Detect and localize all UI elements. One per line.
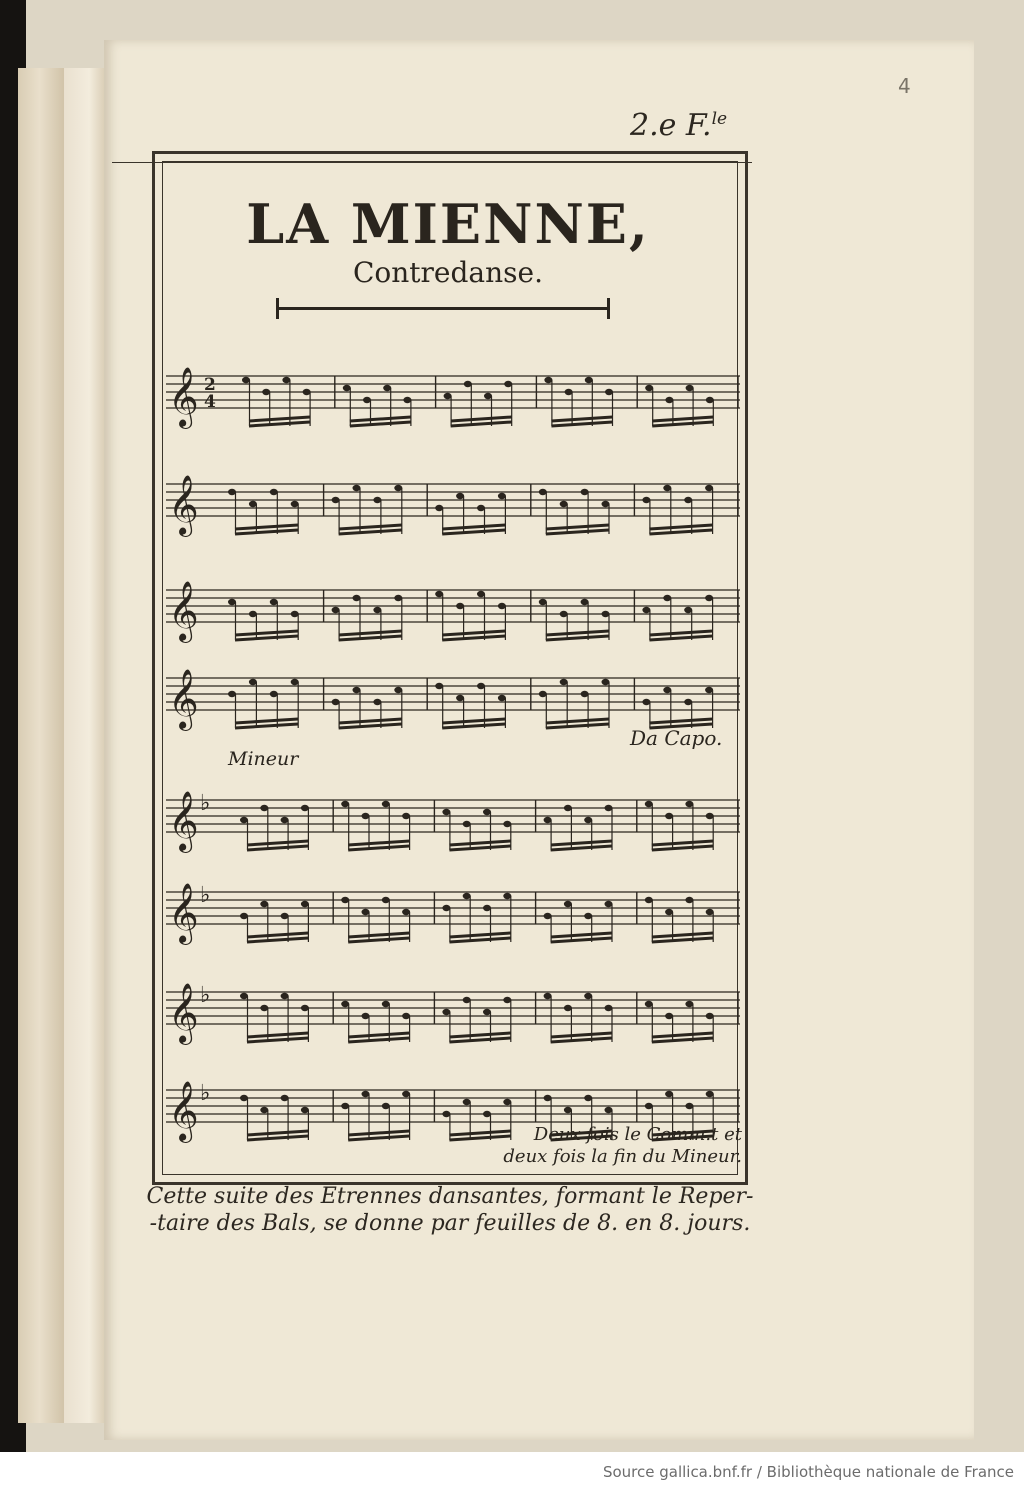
note-head bbox=[706, 1091, 714, 1097]
note-head bbox=[685, 1001, 693, 1007]
note-beam bbox=[348, 938, 409, 942]
note-head bbox=[663, 687, 671, 693]
note-beam bbox=[247, 841, 308, 845]
note-beam bbox=[247, 933, 308, 937]
note-head bbox=[456, 493, 464, 499]
note-head bbox=[270, 691, 278, 697]
note-head bbox=[477, 505, 485, 511]
note-head bbox=[645, 385, 653, 391]
sheet-mark: 2.e F.$^{le}$ bbox=[630, 108, 728, 143]
note-head bbox=[665, 1013, 673, 1019]
note-head bbox=[343, 385, 351, 391]
note-beam bbox=[652, 938, 713, 942]
note-head bbox=[684, 699, 692, 705]
note-head bbox=[362, 1091, 370, 1097]
note-head bbox=[301, 805, 309, 811]
note-beam bbox=[235, 724, 298, 728]
note-head bbox=[581, 489, 589, 495]
note-head bbox=[353, 595, 361, 601]
note-head bbox=[463, 997, 471, 1003]
note-head bbox=[544, 1095, 552, 1101]
footer-line: -taire des Bals, se donne par feuilles de 8. en 8. jours. bbox=[149, 1211, 751, 1236]
note-beam bbox=[348, 1136, 409, 1140]
source-credit: Source gallica.bnf.fr / Bibliothèque nationale de France bbox=[602, 1463, 1014, 1481]
note-head bbox=[291, 501, 299, 507]
note-head bbox=[394, 687, 402, 693]
note-beam bbox=[348, 1038, 409, 1042]
note-beam bbox=[348, 1131, 409, 1135]
flat-icon: ♭ bbox=[200, 883, 211, 908]
note-beam bbox=[339, 525, 402, 529]
note-head bbox=[394, 595, 402, 601]
note-head bbox=[249, 501, 257, 507]
footer-line: Cette suite des Etrennes dansantes, formant le Reper- bbox=[146, 1184, 754, 1209]
note-head bbox=[442, 1111, 450, 1117]
treble-clef-icon: 𝄞 bbox=[168, 669, 199, 729]
note-head bbox=[456, 695, 464, 701]
note-beam bbox=[451, 422, 512, 426]
note-beam bbox=[247, 846, 308, 850]
note-head bbox=[564, 1107, 572, 1113]
note-head bbox=[504, 381, 512, 387]
note-head bbox=[463, 1099, 471, 1105]
note-head bbox=[382, 1103, 390, 1109]
note-head bbox=[240, 913, 248, 919]
note-head bbox=[281, 913, 289, 919]
note-head bbox=[706, 813, 714, 819]
note-head bbox=[362, 813, 370, 819]
note-head bbox=[544, 817, 552, 823]
note-beam bbox=[652, 933, 713, 937]
note-head bbox=[685, 1103, 693, 1109]
note-beam bbox=[348, 1033, 409, 1037]
note-beam bbox=[247, 1136, 308, 1140]
note-beam bbox=[442, 719, 505, 723]
note-head bbox=[228, 489, 236, 495]
treble-clef-icon: 𝄞 bbox=[168, 475, 199, 535]
note-head bbox=[503, 821, 511, 827]
note-head bbox=[281, 817, 289, 823]
da-capo-label: Da Capo. bbox=[630, 726, 723, 750]
note-beam bbox=[348, 846, 409, 850]
note-beam bbox=[652, 841, 713, 845]
note-head bbox=[442, 1009, 450, 1015]
note-head bbox=[642, 497, 650, 503]
note-beam bbox=[551, 846, 612, 850]
note-head bbox=[642, 607, 650, 613]
note-beam bbox=[451, 417, 512, 421]
note-beam bbox=[551, 1033, 612, 1037]
note-head bbox=[685, 801, 693, 807]
note-beam bbox=[442, 530, 505, 534]
note-head bbox=[581, 691, 589, 697]
note-head bbox=[240, 817, 248, 823]
note-head bbox=[645, 1103, 653, 1109]
note-head bbox=[706, 397, 714, 403]
time-signature: 4 bbox=[204, 392, 216, 412]
note-beam bbox=[652, 1033, 713, 1037]
treble-clef-icon: 𝄞 bbox=[168, 883, 199, 943]
note-beam bbox=[449, 1033, 510, 1037]
note-head bbox=[444, 393, 452, 399]
flat-icon: ♭ bbox=[200, 983, 211, 1008]
note-head bbox=[383, 385, 391, 391]
note-beam bbox=[235, 525, 298, 529]
note-head bbox=[605, 805, 613, 811]
note-head bbox=[705, 485, 713, 491]
piece-subtitle: Contredanse. bbox=[352, 256, 543, 289]
note-head bbox=[685, 897, 693, 903]
note-head bbox=[435, 683, 443, 689]
note-beam bbox=[348, 933, 409, 937]
note-head bbox=[498, 493, 506, 499]
note-head bbox=[539, 599, 547, 605]
note-beam bbox=[235, 719, 298, 723]
note-head bbox=[363, 397, 371, 403]
note-beam bbox=[546, 724, 609, 728]
note-head bbox=[665, 1091, 673, 1097]
note-beam bbox=[350, 422, 411, 426]
note-head bbox=[240, 993, 248, 999]
note-head bbox=[260, 1005, 268, 1011]
note-head bbox=[240, 1095, 248, 1101]
note-head bbox=[585, 377, 593, 383]
note-beam bbox=[449, 1038, 510, 1042]
note-head bbox=[332, 699, 340, 705]
note-beam bbox=[339, 724, 402, 728]
note-beam bbox=[339, 636, 402, 640]
note-head bbox=[249, 679, 257, 685]
music-staff bbox=[164, 776, 742, 866]
note-head bbox=[498, 603, 506, 609]
note-beam bbox=[652, 846, 713, 850]
note-head bbox=[402, 909, 410, 915]
note-head bbox=[605, 1107, 613, 1113]
note-head bbox=[706, 1013, 714, 1019]
title-rule bbox=[276, 307, 610, 310]
note-beam bbox=[449, 841, 510, 845]
note-head bbox=[645, 801, 653, 807]
note-head bbox=[403, 397, 411, 403]
note-head bbox=[544, 913, 552, 919]
note-beam bbox=[652, 1038, 713, 1042]
note-head bbox=[602, 501, 610, 507]
note-beam bbox=[247, 1033, 308, 1037]
note-head bbox=[341, 897, 349, 903]
note-head bbox=[463, 893, 471, 899]
note-head bbox=[645, 1001, 653, 1007]
music-staff bbox=[164, 868, 742, 958]
note-head bbox=[565, 389, 573, 395]
note-head bbox=[463, 821, 471, 827]
note-beam bbox=[546, 719, 609, 723]
note-head bbox=[584, 817, 592, 823]
music-staff bbox=[164, 968, 742, 1058]
note-head bbox=[282, 377, 290, 383]
note-head bbox=[663, 485, 671, 491]
note-beam bbox=[442, 724, 505, 728]
time-signature: 2 bbox=[204, 375, 216, 395]
note-head bbox=[477, 591, 485, 597]
music-staff bbox=[164, 566, 742, 656]
note-head bbox=[260, 805, 268, 811]
note-head bbox=[260, 1107, 268, 1113]
note-beam bbox=[247, 1038, 308, 1042]
note-head bbox=[564, 901, 572, 907]
repeat-instruction-line: Deux fois le Comm.t et bbox=[533, 1124, 742, 1145]
note-head bbox=[281, 993, 289, 999]
note-head bbox=[665, 813, 673, 819]
page-guard-strip bbox=[64, 68, 107, 1423]
note-beam bbox=[551, 417, 612, 421]
page-number: 4 bbox=[898, 74, 911, 98]
repeat-instruction-line: deux fois la fin du Mineur. bbox=[503, 1146, 742, 1167]
note-head bbox=[544, 993, 552, 999]
note-head bbox=[353, 687, 361, 693]
footer-note bbox=[130, 1183, 770, 1237]
facing-page-edge bbox=[18, 68, 68, 1423]
note-head bbox=[456, 603, 464, 609]
note-head bbox=[402, 1013, 410, 1019]
note-head bbox=[560, 611, 568, 617]
note-head bbox=[503, 893, 511, 899]
note-beam bbox=[339, 631, 402, 635]
note-head bbox=[706, 909, 714, 915]
note-head bbox=[584, 1095, 592, 1101]
note-head bbox=[332, 607, 340, 613]
treble-clef-icon: 𝄞 bbox=[168, 367, 199, 427]
note-head bbox=[602, 679, 610, 685]
note-head bbox=[584, 993, 592, 999]
note-beam bbox=[546, 631, 609, 635]
note-beam bbox=[546, 636, 609, 640]
note-beam bbox=[449, 846, 510, 850]
note-head bbox=[301, 1107, 309, 1113]
music-staff bbox=[164, 460, 742, 550]
note-head bbox=[503, 1099, 511, 1105]
note-head bbox=[503, 997, 511, 1003]
note-beam bbox=[649, 719, 712, 723]
music-staff bbox=[164, 352, 742, 442]
note-head bbox=[301, 1005, 309, 1011]
note-head bbox=[560, 501, 568, 507]
note-beam bbox=[652, 417, 713, 421]
note-head bbox=[484, 393, 492, 399]
flat-icon: ♭ bbox=[200, 791, 211, 816]
note-head bbox=[382, 1001, 390, 1007]
note-head bbox=[665, 909, 673, 915]
note-beam bbox=[551, 938, 612, 942]
note-head bbox=[464, 381, 472, 387]
note-head bbox=[605, 901, 613, 907]
note-head bbox=[581, 599, 589, 605]
repeat-instruction bbox=[402, 1124, 742, 1168]
note-head bbox=[477, 683, 485, 689]
note-beam bbox=[449, 938, 510, 942]
note-head bbox=[564, 1005, 572, 1011]
note-head bbox=[665, 397, 673, 403]
note-beam bbox=[649, 530, 712, 534]
note-head bbox=[483, 905, 491, 911]
note-head bbox=[605, 389, 613, 395]
note-beam bbox=[247, 938, 308, 942]
note-beam bbox=[652, 422, 713, 426]
note-beam bbox=[449, 933, 510, 937]
note-head bbox=[228, 599, 236, 605]
note-head bbox=[373, 699, 381, 705]
note-head bbox=[686, 385, 694, 391]
note-head bbox=[249, 611, 257, 617]
note-beam bbox=[339, 530, 402, 534]
note-head bbox=[242, 377, 250, 383]
note-head bbox=[228, 691, 236, 697]
note-head bbox=[705, 687, 713, 693]
note-head bbox=[564, 805, 572, 811]
note-head bbox=[602, 611, 610, 617]
note-head bbox=[270, 489, 278, 495]
treble-clef-icon: 𝄞 bbox=[168, 581, 199, 641]
note-beam bbox=[551, 841, 612, 845]
note-beam bbox=[249, 417, 310, 421]
note-head bbox=[483, 809, 491, 815]
note-beam bbox=[649, 631, 712, 635]
note-beam bbox=[350, 417, 411, 421]
note-head bbox=[332, 497, 340, 503]
note-beam bbox=[649, 525, 712, 529]
note-beam bbox=[235, 631, 298, 635]
note-beam bbox=[442, 525, 505, 529]
note-head bbox=[303, 389, 311, 395]
note-beam bbox=[551, 1038, 612, 1042]
note-head bbox=[362, 1013, 370, 1019]
note-head bbox=[353, 485, 361, 491]
note-head bbox=[281, 1095, 289, 1101]
note-head bbox=[341, 1001, 349, 1007]
note-head bbox=[442, 905, 450, 911]
note-head bbox=[560, 679, 568, 685]
note-head bbox=[435, 505, 443, 511]
note-head bbox=[642, 699, 650, 705]
note-beam bbox=[442, 636, 505, 640]
note-beam bbox=[247, 1131, 308, 1135]
note-head bbox=[684, 497, 692, 503]
note-head bbox=[362, 909, 370, 915]
note-head bbox=[402, 1091, 410, 1097]
piece-title: LA MIENNE, bbox=[246, 192, 650, 256]
flat-icon: ♭ bbox=[200, 1081, 211, 1106]
note-beam bbox=[249, 422, 310, 426]
note-head bbox=[435, 591, 443, 597]
note-head bbox=[291, 611, 299, 617]
note-head bbox=[684, 607, 692, 613]
note-head bbox=[291, 679, 299, 685]
note-head bbox=[663, 595, 671, 601]
note-head bbox=[341, 801, 349, 807]
note-head bbox=[442, 809, 450, 815]
note-beam bbox=[442, 631, 505, 635]
note-head bbox=[605, 1005, 613, 1011]
note-head bbox=[382, 801, 390, 807]
treble-clef-icon: 𝄞 bbox=[168, 1081, 199, 1141]
note-beam bbox=[546, 530, 609, 534]
note-beam bbox=[235, 530, 298, 534]
note-head bbox=[382, 897, 390, 903]
note-head bbox=[341, 1103, 349, 1109]
note-head bbox=[262, 389, 270, 395]
note-head bbox=[301, 901, 309, 907]
note-beam bbox=[649, 636, 712, 640]
note-beam bbox=[546, 525, 609, 529]
note-beam bbox=[348, 841, 409, 845]
note-head bbox=[483, 1009, 491, 1015]
note-head bbox=[705, 595, 713, 601]
treble-clef-icon: 𝄞 bbox=[168, 983, 199, 1043]
note-beam bbox=[339, 719, 402, 723]
note-beam bbox=[235, 636, 298, 640]
note-head bbox=[544, 377, 552, 383]
mineur-label: Mineur bbox=[228, 748, 299, 770]
note-beam bbox=[551, 422, 612, 426]
note-head bbox=[394, 485, 402, 491]
note-head bbox=[498, 695, 506, 701]
note-head bbox=[584, 913, 592, 919]
treble-clef-icon: 𝄞 bbox=[168, 791, 199, 851]
note-beam bbox=[551, 933, 612, 937]
note-head bbox=[373, 497, 381, 503]
note-head bbox=[402, 813, 410, 819]
note-head bbox=[539, 489, 547, 495]
note-head bbox=[539, 691, 547, 697]
note-head bbox=[645, 897, 653, 903]
note-head bbox=[270, 599, 278, 605]
note-head bbox=[260, 901, 268, 907]
note-head bbox=[373, 607, 381, 613]
note-head bbox=[483, 1111, 491, 1117]
